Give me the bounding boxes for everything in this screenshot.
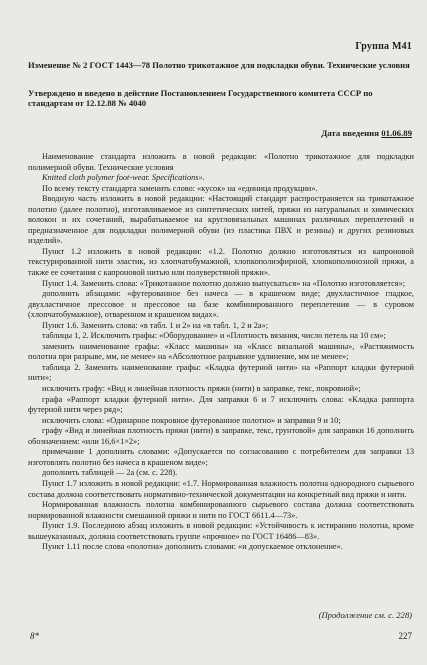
signature-mark: 8* xyxy=(30,631,39,641)
group-label: Группа М41 xyxy=(355,41,412,52)
paragraph: исключить слова: «Одинарное покровное футерованное полотно» и заправки 9 и 10; xyxy=(42,415,341,425)
paragraph: Пункт 1.2 изложить в новой редакции: «1.2. Полотно должно изготовляться из капроновой текстурированной нити эластик, из хлопчатобумажной, хлопкополиэфирной, хлопкополинозной пряжи, а также ее сочетания с капроновой нитью или полуверстяной пряжи». xyxy=(28,246,414,278)
date-label: Дата введения xyxy=(321,128,382,138)
date-value: 01.06.89 xyxy=(381,128,412,138)
paragraph: Пункт 1.11 после слова «полотна» дополнить словами: «и допускаемое отклонение». xyxy=(42,542,343,552)
paragraph: заменить наименование графы: «Класс машины» на «Класс вязальной машины», «Растяжимость полотна при разрыве, мм, не менее» на «Абсолютное разрывное удлинение, мм не менее»; xyxy=(28,341,414,362)
paragraph: исключить графу: «Вид и линейная плотность пряжи (нити) в заправке, текс, покровной»; xyxy=(42,384,361,394)
page-number: 227 xyxy=(398,631,412,641)
paragraph: дополнить абзацами: «футерованное без начеса — в крашеном виде; двухластичное гладкое, двухластичное прессовое и прессовое на базе комбинированного переплетения — в суровом (хлопчатобумажное), отваренном и крашеном видах». xyxy=(28,289,414,320)
paragraph: Вводную часть изложить в новой редакции: «Настоящий стандарт распространяется на трикотажное полотно (далее полотно), изготавливаемое из синтетических нитей, пряжи из натуральных и химических волокон и их сочетаний, вырабатываемое на кругловязальных машинах различных переплетений и предназначенное для подкладки полимерной обуви (из пластика ПВХ и резины) и других резиновых изделий». xyxy=(28,194,414,246)
paragraph: Пункт 1.7 изложить в новой редакции: «1.7. Нормированная влажность полотна однородного сырьевого состава должна соответствовать нормативно-технической документации на конкретный вид пряжи и нити. xyxy=(28,478,414,499)
paragraph: примечание 1 дополнить словами: «Допускается по согласованию с потребителем для заправки 13 изготовлять полотно без начеса в крашеном виде»; xyxy=(28,447,414,467)
amendment-heading: Изменение № 2 ГОСТ 1443—78 Полотно трикотажное для подкладки обуви. Технические условия xyxy=(28,60,410,70)
paragraph: таблицы 1, 2. Исключить графы: «Оборудование» и «Плотность вязания, число петель на 10 см»; xyxy=(42,331,386,341)
approval-heading: Утверждено и введено в действие Постановлением Государственного комитета СССР по стандартам от 12.12.88 № 4040 xyxy=(28,88,373,108)
paragraph: графа «Раппорт кладки футерной нити». Для заправки 6 и 7 исключить слова: «Кладка раппорта футерной нити через ряд»; xyxy=(28,394,414,415)
paragraph: таблица 2. Заменить наименование графы: «Кладка футерной нити» на «Раппорт кладки футерной нити»; xyxy=(28,362,414,383)
continuation-note: (Продолжение см. с. 228) xyxy=(318,610,412,620)
paragraph: Наименование стандарта изложить в новой редакции: «Полотно трикотажное для подкладки полимерной обуви. Технические условия xyxy=(28,152,414,172)
paragraph: По всему тексту стандарта заменить слово: «кусок» на «единица продукции». xyxy=(42,183,318,193)
paragraph: Пункт 1.6. Заменить слова: «в табл. 1 и 2» на «в табл. 1, 2 и 2а»; xyxy=(42,320,269,330)
document-body xyxy=(28,152,414,553)
paragraph: Пункт 1.4. Заменить слова: «Трикотажное полотно должно выпускаться» на «Полотно изготовляется»; xyxy=(42,278,406,288)
paragraph: Нормированная влажность полотна комбинированного сырьевого состава должна соответствовать нормированной влажности смешанной пряжи и нити по ГОСТ 6611.4—73». xyxy=(28,500,414,520)
paragraph: Knitted cloth polymer foot-wear. Specifications». xyxy=(42,173,205,183)
paragraph: дополнить таблицей — 2а (см. с. 228). xyxy=(42,468,178,478)
paragraph: графу «Вид и линейная плотность пряжи (нити) в заправке, текс, грунтовой» для заправки 16 дополнить обозначением: «или 16,6×1×2»; xyxy=(28,426,414,446)
effective-date xyxy=(321,128,412,138)
paragraph: Пункт 1.9. Последнюю абзац изложить в новой редакции: «Устойчивость к истиранию полотна, кроме вышеуказанных, должна соответствовать группе «прочное» по ГОСТ 16486—83». xyxy=(28,521,414,541)
